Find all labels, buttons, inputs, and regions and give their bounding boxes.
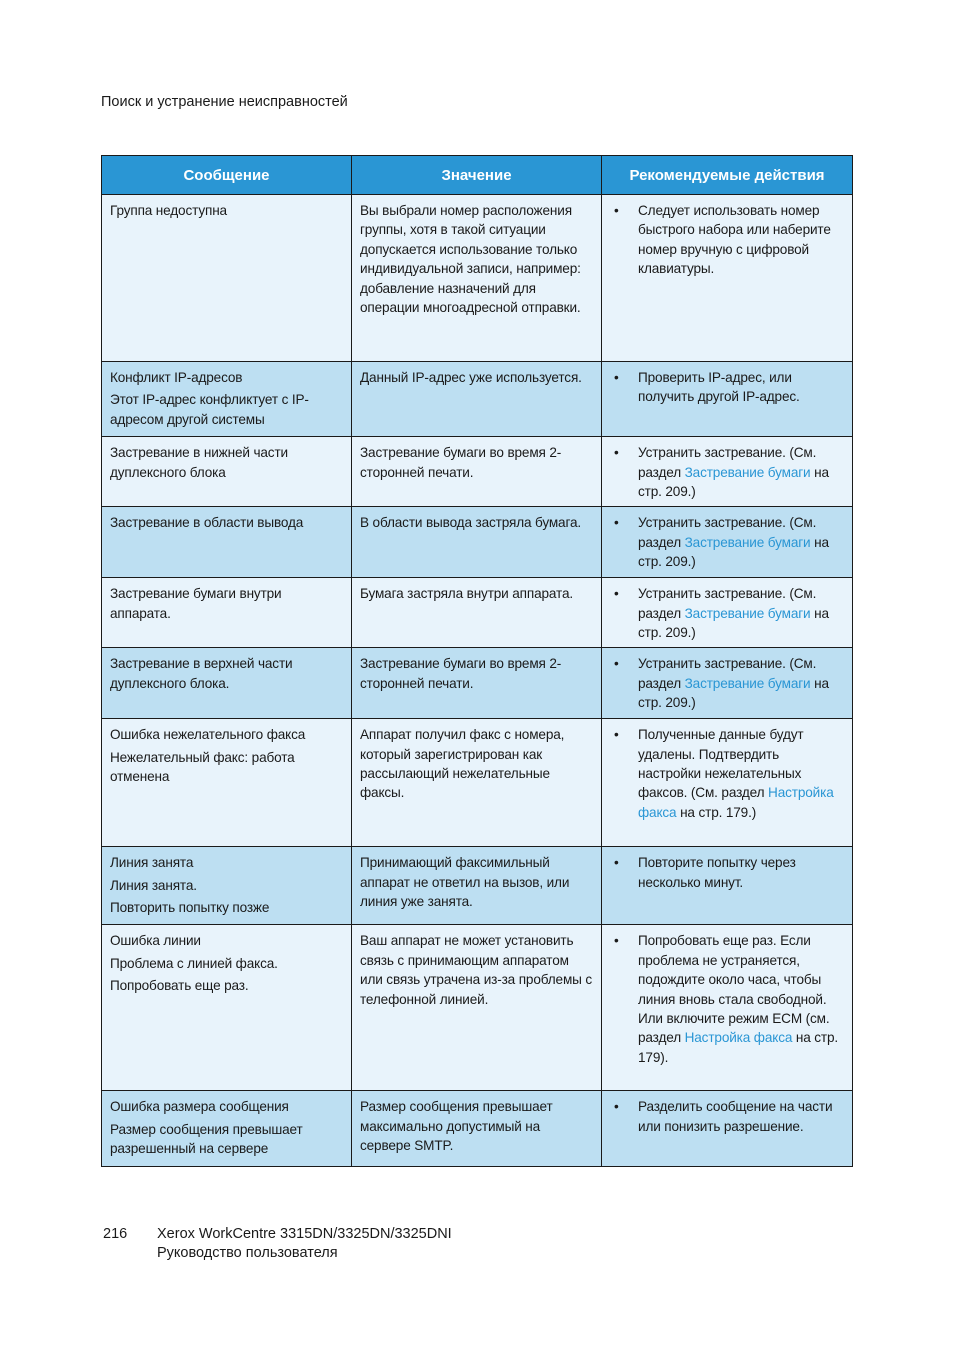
guide-title: Руководство пользователя	[157, 1245, 338, 1261]
action-text-after: на стр. 179).	[638, 1030, 839, 1065]
column-header-action: Рекомендуемые действия	[602, 156, 853, 195]
action-text-after: на стр. 209.)	[638, 675, 829, 711]
action-text: Устранить застревание. (См. раздел	[638, 515, 817, 550]
meaning-cell: Застревание бумаги во время 2-сторонней печати.	[352, 437, 602, 507]
meaning-cell: Ваш аппарат не может установить связь с принимающим аппаратом или связь утрачена из-за проблемы с телефонной линией.	[352, 925, 602, 1091]
table-row	[102, 578, 853, 648]
message-line: Нежелательный факс: работа отменена	[110, 749, 295, 785]
table-row	[102, 648, 853, 719]
meaning-cell: Бумага застряла внутри аппарата.	[352, 578, 602, 648]
action-text: Устранить застревание. (См. раздел	[638, 656, 817, 691]
action-text: Полученные данные будут удалены. Подтвердить настройки нежелательных факсов. (См. раздел	[638, 727, 804, 801]
footer-text	[157, 1225, 452, 1263]
message-line: Застревание в верхней части дуплексного блока.	[110, 656, 293, 691]
message-line: Попробовать еще раз.	[110, 978, 249, 994]
table-row	[102, 195, 853, 362]
meaning-cell: Данный IP-адрес уже используется.	[352, 362, 602, 437]
action-cell	[602, 847, 853, 925]
cross-reference-link[interactable]: Застревание бумаги	[684, 675, 811, 691]
action-text-after: на стр. 209.)	[638, 605, 829, 641]
message-cell	[102, 362, 352, 437]
message-cell	[102, 195, 352, 362]
column-header-message: Сообщение	[102, 156, 352, 195]
action-text-after: на стр. 179.)	[676, 804, 757, 820]
action-text: Разделить сообщение на части или понизить разрешение.	[638, 1099, 833, 1134]
cross-reference-link[interactable]: Настройка факса	[638, 785, 834, 820]
table-row	[102, 437, 853, 507]
meaning-cell: Размер сообщения превышает максимально допустимый на сервере SMTP.	[352, 1091, 602, 1166]
action-cell	[602, 195, 853, 362]
action-text: Проверить IP-адрес, или получить другой IP-адрес.	[638, 370, 800, 405]
message-line: Проблема с линией факса.	[110, 955, 278, 971]
cross-reference-link[interactable]: Настройка факса	[684, 1030, 793, 1046]
error-messages-table	[101, 155, 853, 1167]
message-cell	[102, 507, 352, 578]
table-row	[102, 362, 853, 437]
table-row	[102, 719, 853, 847]
cross-reference-link[interactable]: Застревание бумаги	[684, 464, 811, 480]
action-text: Повторите попытку через несколько минут.	[638, 855, 796, 890]
bullet-icon: •	[614, 933, 619, 949]
message-line: Застревание в области вывода	[110, 515, 304, 531]
bullet-icon: •	[614, 370, 619, 385]
column-header-meaning: Значение	[352, 156, 602, 195]
table-row	[102, 507, 853, 578]
bullet-icon: •	[614, 656, 619, 672]
message-line: Ошибка линии	[110, 933, 201, 949]
meaning-cell: В области вывода застряла бумага.	[352, 507, 602, 578]
message-line: Группа недоступна	[110, 203, 227, 218]
message-line: Повторить попытку позже	[110, 900, 270, 916]
message-cell	[102, 437, 352, 507]
table-row	[102, 925, 853, 1091]
message-cell	[102, 847, 352, 925]
action-cell	[602, 1091, 853, 1166]
bullet-icon: •	[614, 445, 619, 461]
message-line: Ошибка нежелательного факса	[110, 727, 306, 743]
action-text-after: на стр. 209.)	[638, 534, 829, 570]
bullet-icon: •	[614, 515, 619, 531]
action-cell	[602, 719, 853, 847]
message-line: Размер сообщения превышает разрешенный на сервере	[110, 1121, 303, 1157]
table-header-row	[102, 156, 853, 195]
meaning-cell: Принимающий факсимильный аппарат не ответил на вызов, или линия уже занята.	[352, 847, 602, 925]
action-text: Следует использовать номер быстрого набора или наберите номер вручную с цифровой клавиатуры.	[638, 203, 831, 277]
cross-reference-link[interactable]: Застревание бумаги	[684, 605, 811, 621]
message-line: Ошибка размера сообщения	[110, 1099, 289, 1115]
action-cell	[602, 507, 853, 578]
action-cell	[602, 362, 853, 437]
meaning-cell: Аппарат получил факс с номера, который зарегистрирован как рассылающий нежелательные факсы.	[352, 719, 602, 847]
action-cell	[602, 648, 853, 719]
message-line: Этот IP-адрес конфликтует с IP-адресом другой системы	[110, 392, 309, 427]
running-head: Поиск и устранение неисправностей	[101, 94, 348, 110]
product-name: Xerox WorkCentre 3315DN/3325DN/3325DNI	[157, 1226, 452, 1242]
action-text: Устранить застревание. (См. раздел	[638, 586, 817, 621]
message-cell	[102, 578, 352, 648]
bullet-icon: •	[614, 586, 619, 602]
message-line: Застревание бумаги внутри аппарата.	[110, 586, 282, 621]
action-text-after: на стр. 209.)	[638, 464, 829, 500]
cross-reference-link[interactable]: Застревание бумаги	[684, 534, 811, 550]
table-row	[102, 1091, 853, 1166]
message-cell	[102, 925, 352, 1091]
message-line: Конфликт IP-адресов	[110, 370, 243, 385]
table-row	[102, 847, 853, 925]
bullet-icon: •	[614, 727, 619, 743]
message-cell	[102, 1091, 352, 1166]
action-cell	[602, 925, 853, 1091]
action-text: Попробовать еще раз. Если проблема не устраняется, подождите около часа, чтобы линия вновь стала свободной. Или включите режим ECM (см. раздел	[638, 933, 830, 1046]
page-number: 216	[103, 1226, 128, 1242]
message-cell	[102, 648, 352, 719]
action-cell	[602, 437, 853, 507]
message-line: Линия занята.	[110, 877, 197, 893]
message-line: Застревание в нижней части дуплексного блока	[110, 445, 288, 480]
action-text: Устранить застревание. (См. раздел	[638, 445, 817, 480]
bullet-icon: •	[614, 855, 619, 871]
bullet-icon: •	[614, 1099, 619, 1115]
meaning-cell: Вы выбрали номер расположения группы, хотя в такой ситуации допускается использование только индивидуальной записи, например: добавление назначений для операции многоадресной отправки.	[352, 195, 602, 362]
bullet-icon: •	[614, 203, 619, 218]
message-line: Линия занята	[110, 855, 194, 871]
message-cell	[102, 719, 352, 847]
meaning-cell: Застревание бумаги во время 2-сторонней печати.	[352, 648, 602, 719]
action-cell	[602, 578, 853, 648]
